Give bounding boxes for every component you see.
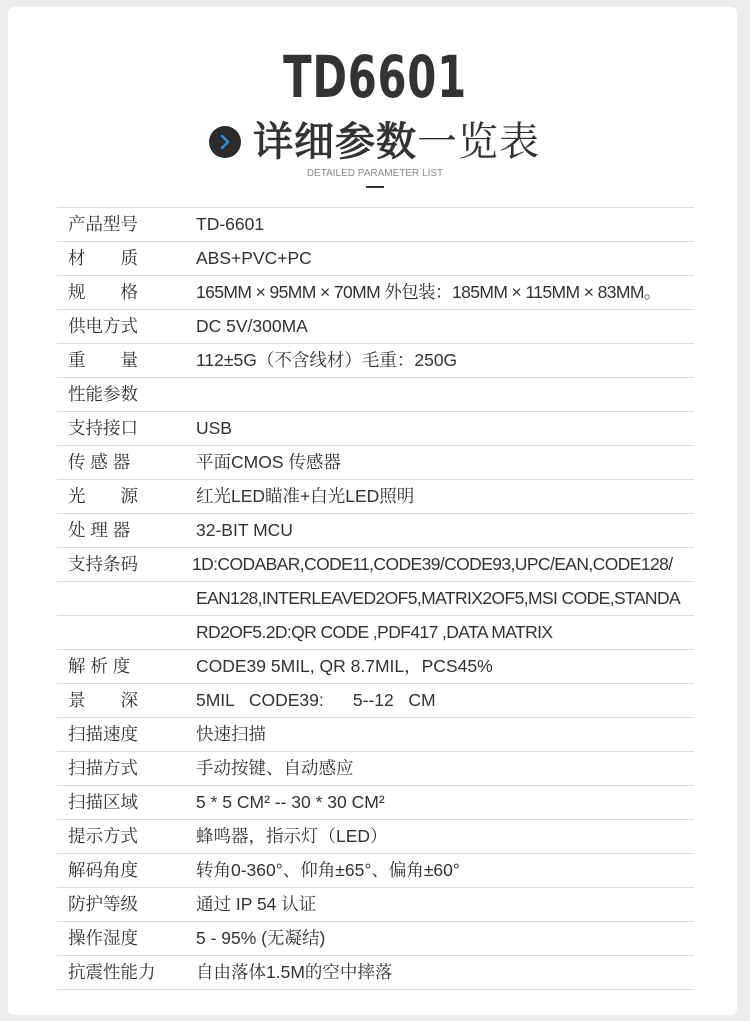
spec-row xyxy=(57,684,694,718)
spec-label: 扫描速度 xyxy=(68,724,138,744)
spec-value: 165MM × 95MM × 70MM 外包装：185MM × 115MM × 83MM。 xyxy=(196,282,661,302)
spec-label: 产品型号 xyxy=(68,214,138,234)
spec-row xyxy=(57,412,694,446)
spec-row xyxy=(57,208,694,242)
model-title: TD6601 xyxy=(283,43,467,111)
spec-value: 32-BIT MCU xyxy=(196,520,293,540)
spec-value: 蜂鸣器，指示灯（LED） xyxy=(196,826,388,846)
spec-row xyxy=(57,344,694,378)
spec-label: 性能参数 xyxy=(68,384,138,404)
spec-label: 扫描区域 xyxy=(68,792,138,812)
spec-value: 手动按键、自动感应 xyxy=(196,758,354,778)
spec-value: RD2OF5.2D:QR CODE ,PDF417 ,DATA MATRIX xyxy=(196,622,553,642)
spec-label: 扫描方式 xyxy=(68,758,138,778)
section-heading xyxy=(209,114,540,170)
spec-value: 5MIL CODE39: 5--12 CM xyxy=(196,690,436,710)
spec-label: 景 深 xyxy=(68,690,138,710)
spec-row xyxy=(57,616,694,650)
spec-row xyxy=(57,786,694,820)
spec-row xyxy=(57,514,694,548)
spec-value: 平面CMOS 传感器 xyxy=(196,452,341,472)
spec-value: 112±5G（不含线材）毛重：250G xyxy=(196,350,458,370)
spec-row xyxy=(57,922,694,956)
spec-label: 传 感 器 xyxy=(68,452,131,472)
spec-value: 自由落体1.5M的空中摔落 xyxy=(196,962,393,982)
spec-value: ABS+PVC+PC xyxy=(196,248,312,268)
subtitle: DETAILED PARAMETER LIST xyxy=(306,168,444,179)
spec-label: 支持接口 xyxy=(68,418,138,438)
spec-label: 供电方式 xyxy=(68,316,138,336)
chevron-right-icon xyxy=(209,126,241,158)
spec-label: 操作湿度 xyxy=(68,928,138,948)
spec-row xyxy=(57,956,694,990)
spec-label: 解码角度 xyxy=(68,860,138,880)
spec-value: 1D:CODABAR,CODE11,CODE39/CODE93,UPC/EAN,CODE128/ xyxy=(192,554,673,574)
spec-row xyxy=(57,582,694,616)
spec-label: 解 析 度 xyxy=(68,656,131,676)
spec-row xyxy=(57,854,694,888)
spec-value: EAN128,INTERLEAVED2OF5,MATRIX2OF5,MSI CODE,STANDA xyxy=(196,588,681,608)
spec-row xyxy=(57,480,694,514)
spec-row xyxy=(57,718,694,752)
spec-row xyxy=(57,752,694,786)
spec-value: 转角0-360°、仰角±65°、偏角±60° xyxy=(196,860,460,880)
spec-row xyxy=(57,446,694,480)
heading-bold: 详细参数 xyxy=(253,119,417,165)
spec-label: 支持条码 xyxy=(68,554,138,574)
spec-row xyxy=(57,242,694,276)
heading-text xyxy=(253,114,540,170)
spec-label: 抗震性能力 xyxy=(68,962,156,982)
spec-value: DC 5V/300MA xyxy=(196,316,308,336)
spec-row xyxy=(57,378,694,412)
spec-value: USB xyxy=(196,418,232,438)
spec-value: 快速扫描 xyxy=(196,724,266,744)
spec-label: 材 质 xyxy=(68,248,138,268)
spec-row xyxy=(57,548,694,582)
spec-label: 处 理 器 xyxy=(68,520,131,540)
spec-label: 防护等级 xyxy=(68,894,138,914)
spec-value: 红光LED瞄准+白光LED照明 xyxy=(196,486,415,506)
spec-value: 5 * 5 CM² -- 30 * 30 CM² xyxy=(196,792,385,812)
spec-table xyxy=(57,207,694,990)
heading-light: 一览表 xyxy=(417,119,540,165)
spec-value: CODE39 5MIL, QR 8.7MIL，PCS45% xyxy=(196,656,493,676)
spec-row xyxy=(57,888,694,922)
spec-row xyxy=(57,276,694,310)
spec-row xyxy=(57,650,694,684)
spec-value: TD-6601 xyxy=(196,214,265,234)
spec-label: 规 格 xyxy=(68,282,138,302)
spec-value: 5 - 95% (无凝结) xyxy=(196,928,326,948)
accent-divider xyxy=(366,186,384,188)
spec-row xyxy=(57,310,694,344)
spec-label: 光 源 xyxy=(68,486,138,506)
spec-value: 通过 IP 54 认证 xyxy=(196,894,317,914)
spec-row xyxy=(57,820,694,854)
spec-label: 重 量 xyxy=(68,350,138,370)
spec-label: 提示方式 xyxy=(68,826,138,846)
